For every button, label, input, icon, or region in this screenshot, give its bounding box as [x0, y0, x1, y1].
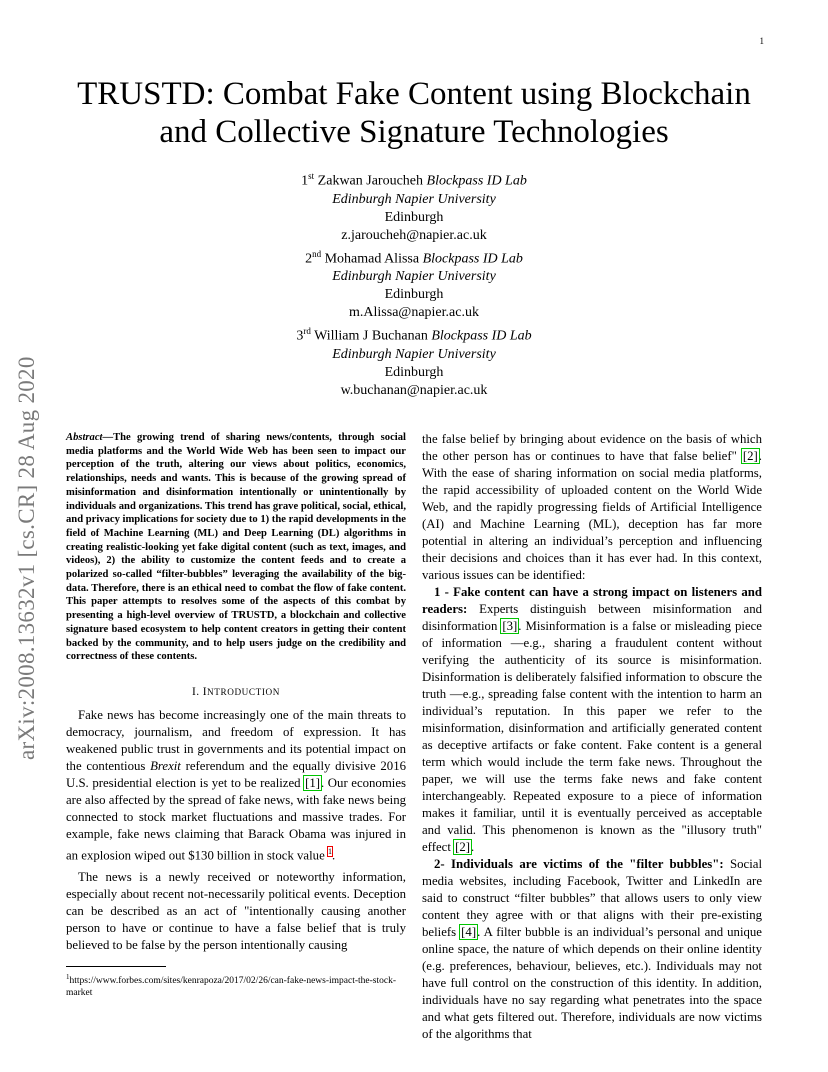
right-column [422, 431, 762, 1043]
intro-paragraph-2: The news is a newly received or noteworthy information, especially about recent not-necessarily political events. Deception can be described as an act of "intentionally causing another person to have or continue to have a false belief that is truly believed to be false by the person intentionally causing [66, 870, 406, 953]
author-email[interactable]: m.Alissa@napier.ac.uk [349, 305, 479, 321]
paper-title: TRUSTD: Combat Fake Content using Blockchain and Collective Signature Technologies [77, 76, 751, 150]
author-1-line: 1st Zakwan Jaroucheh Blockpass ID Lab [301, 171, 527, 189]
author-university: Edinburgh Napier University [332, 346, 496, 362]
footnote-divider [66, 966, 166, 967]
author-org: Blockpass ID Lab [426, 173, 527, 189]
citation-link[interactable]: [2] [455, 840, 471, 854]
author-org: Blockpass ID Lab [431, 328, 532, 344]
author-city: Edinburgh [384, 209, 444, 225]
right-paragraph-2: 1 - Fake content can have a strong impact on listeners and readers: Experts distinguish between misinformation and disinformation [3]. Misinformation is a false or misleading piece of information —e.g., sharing a fraudulent content without verifying the authenticity of its source is misinformation. Disinformation is deliberately falsified information to obscure the truth —e.g., spreading false content with the intention to harm an individual’s reputation. In this paper we refer to the misinformation, disinformation and artificially generated content as deceptive artifacts or fake content. Fake content is a general term which would include the term fake news. Throughout the paper, we will use the terms fake news and fake content interchangeably. Repeated exposure to a piece of information makes it familiar, until it is eventually perceived as acceptable and valid. This phenomenon is known as the "illusory truth" effect [2]. [422, 585, 762, 854]
footnote: $^1$https://www.forbes.com/sites/kenrapoza/2017/02/26/can-fake-news-impact-the-stock-market [66, 973, 397, 999]
abstract [66, 431, 406, 664]
citation-link[interactable]: [1] [305, 775, 321, 790]
arxiv-identifier: arXiv:2008.13632v1 [cs.CR] 28 Aug 2020 [14, 356, 39, 760]
abstract-lead: Abstract [66, 432, 103, 443]
right-paragraph-1: the false belief by bringing about evidence on the basis of which the other person has or continues to have that false belief" [2]. With the ease of sharing information on social media platforms, the rapid accessibility of uploaded content on the World Wide Web, and the rapidly progressing fields of Artificial Intelligence (AI) and Machine Learning (ML), deception has far more potential in altering an individual’s perception and influencing their decisions and choices than it has ever had. In this context, various issues can be identified: [422, 432, 762, 582]
right-paragraph-3: 2- Individuals are victims of the "filter bubbles": Social media websites, including Facebook, Twitter and LinkedIn are said to construct “filter bubbles” that allows users to only view content they agree with or that aligns with their pre-existing beliefs [4]. A filter bubble is an individual’s personal and unique online space, the nature of which depends on their online identity (e.g. preferences, behaviour, believes, etc.). Individuals may not have full control on the construction of this identity. In addition, individuals have no say regarding what penetrates into the space and what gets filtered out. Therefore, individuals are now victims of the algorithms that [422, 857, 762, 1041]
citation-link[interactable]: [4] [461, 925, 477, 939]
page-number: 1 [759, 36, 764, 46]
author-name: Zakwan Jaroucheh [317, 173, 424, 189]
author-block [200, 167, 628, 400]
author-university: Edinburgh Napier University [332, 269, 496, 285]
issue-1-heading: 1 - Fake content can have a strong impact on listeners and readers: [422, 585, 762, 616]
author-city: Edinburgh [384, 287, 444, 303]
section-heading-introduction: I. INTRODUCTION [192, 685, 280, 698]
author-name: William J Buchanan [314, 328, 428, 344]
issue-2-heading: 2- Individuals are victims of the "filter bubbles": [434, 857, 724, 871]
author-city: Edinburgh [384, 364, 444, 380]
author-2-line: 2nd Mohamad Alissa Blockpass ID Lab [305, 248, 523, 267]
author-name: Mohamad Alissa [324, 251, 420, 267]
author-org: Blockpass ID Lab [422, 251, 523, 267]
citation-link[interactable]: [3] [502, 619, 518, 633]
citation-link[interactable]: [2] [742, 449, 758, 463]
left-column [66, 431, 406, 999]
intro-paragraph-1: Fake news has become increasingly one of the main threats to democracy, journalism, and freedom of expression. It has weakened public trust in governments and its potential impact on the contentious Brexit referendum and the equally divisive 2016 U.S. presidential election is yet to be realized [1]. Our economies are also affected by the spread of fake news, with fake news being connected to stock market fluctuations and massive trades. For example, fake news claiming that Barack Obama was injured in an explosion wiped out $130 billion in stock value $^1$. [66, 707, 407, 863]
author-3-line: 3rd William J Buchanan Blockpass ID Lab [296, 326, 532, 344]
footnote-url[interactable]: https://www.forbes.com/sites/kenrapoza/2017/02/26/can-fake-news-impact-the-stock-market [66, 976, 397, 999]
footnote-link[interactable]: 1 [327, 846, 332, 856]
author-email[interactable]: w.buchanan@napier.ac.uk [340, 382, 488, 398]
abstract-text: —The growing trend of sharing news/contents, through social media platforms and the World Wide Web has been seen to impact our perception of the truth, altering our views about politics, economics, relationships, needs and wants. This is because of the growing spread of misinformation and disinformation intentionally or unintentionally by individuals and organizations. This trend has grave political, social, ethical, and privacy implications for society due to 1) the rapid developments in the field of Machine Learning (ML) and Deep Learning (DL) algorithms in creating realistic-looking yet fake digital content (such as text, images, and videos), 2) the ability to customize the content feeds and to create a polarized so-called “filter-bubbles” leveraging the availability of the big-data. Therefore, there is an ethical need to combat the flow of fake content. This paper attempts to resolves some of the aspects of this combat by presenting a high-level overview of TRUSTD, a blockchain and collective signature based ecosystem to help content creators in getting their content backed by the community, and to help users judge on the credibility and correctness of these contents. [66, 432, 406, 663]
author-email[interactable]: z.jaroucheh@napier.ac.uk [341, 227, 487, 243]
author-university: Edinburgh Napier University [332, 191, 496, 207]
